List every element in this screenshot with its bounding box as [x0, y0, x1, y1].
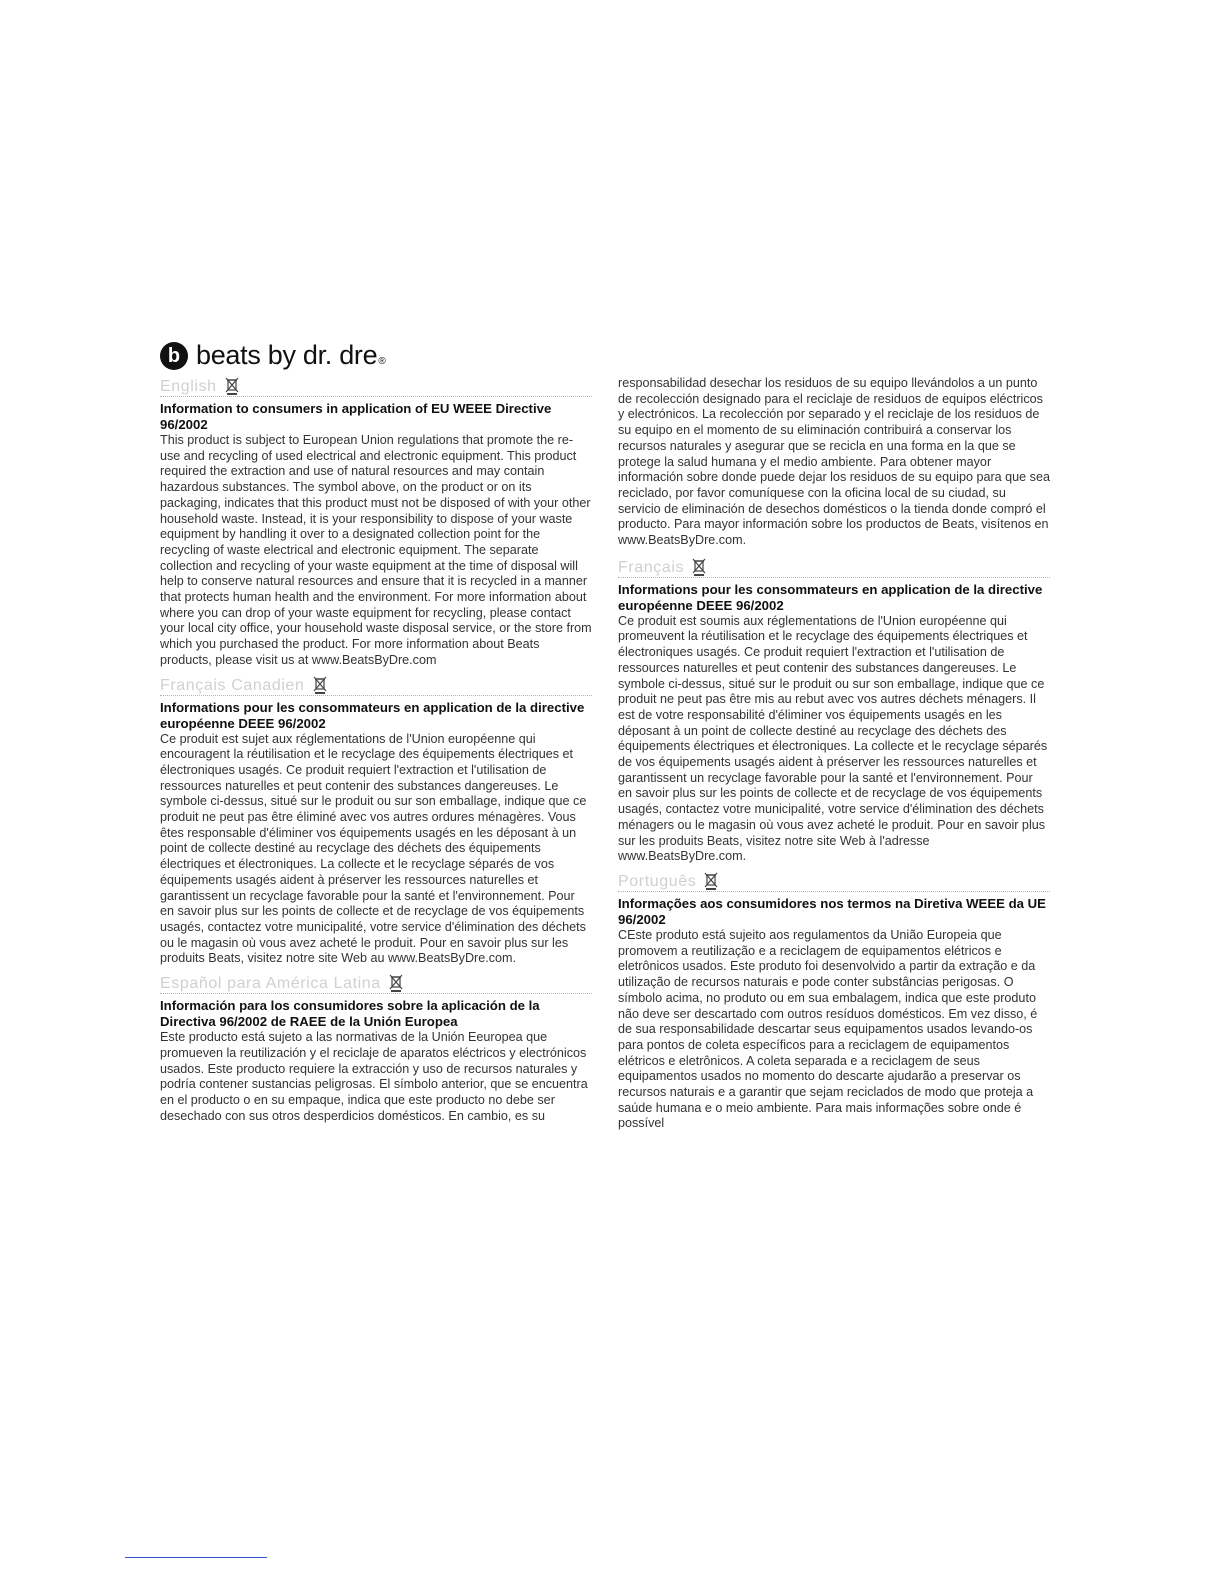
- right-column: [618, 376, 1050, 1138]
- language-heading: [618, 557, 1050, 578]
- beats-logo-icon: b: [160, 342, 188, 370]
- brand-name: beats by dr. dre®: [196, 340, 386, 370]
- crossed-out-wheelie-bin-icon: [704, 872, 718, 890]
- crossed-out-wheelie-bin-icon: [692, 558, 706, 576]
- language-name: English: [160, 378, 217, 395]
- section-francais-canadien: [160, 675, 592, 968]
- language-name: Français: [618, 558, 685, 576]
- section-body: Este producto está sujeto a las normativas de la Unión Eeuropea que promueven la reutilización y el reciclaje de aparatos eléctricos y electrónicos usados. Este producto requiere la extracción y uso de recursos naturales y podría contener sustancias peligrosas. El símbolo anterior, que se encuentra en el producto o en su empaque, indica que este producto no debe ser desechado con sus otros desperdicios domésticos. En cambio, es su: [160, 1030, 588, 1123]
- language-heading: [160, 973, 592, 994]
- section-portugues: [618, 871, 1050, 1132]
- section-espanol-latam: [160, 973, 592, 1124]
- language-heading: [160, 376, 592, 397]
- continued-text: responsabilidad desechar los residuos de su equipo llevándolos a un punto de recolección designado para el reciclaje de residuos de equipos eléctricos y electrónicos. La recolección por separado y el reciclaje de los residuos de su equipo en el momento de su eliminación contribuirá a conservar los recursos naturales y asegurar que se recicla en una forma en la que se protege la salud humana y el medio ambiente. Para obtener mayor información sobre donde puede dejar los residuos de su equipo para que sea reciclado, por favor comuníquese con la oficina local de su ciudad, su servicio de eliminación de desechos domésticos o la tienda donde compró el producto. Para mayor información sobre los productos de Beats, visítenos en www.BeatsByDre.com.: [618, 376, 1050, 548]
- language-name: Français Canadien: [160, 676, 305, 694]
- section-francais: [618, 557, 1050, 865]
- language-heading: [160, 675, 592, 696]
- language-heading: [618, 871, 1050, 892]
- section-body: This product is subject to European Union regulations that promote the re-use and recycling of used electrical and electronic equipment. This product required the extraction and use of natural resources and may contain hazardous substances. The symbol above, on the product or on its packaging, indicates that this product must not be disposed of with your other household waste. Instead, it is your responsibility to dispose of your waste equipment by handling it over to a designated collection point for the recycling of waste electrical and electronic equipment. The separate collection and recycling of your waste equipment at the time of disposal will help to conserve natural resources and ensure that it is recycled in a manner that protects human health and the environment. For more information about where you can drop of your waste equipment for recycling, please contact your local city office, your household waste disposal service, or the store from which you purchased the product. For more information about Beats products, please visit us at www.BeatsByDre.com: [160, 433, 592, 667]
- left-column: [160, 376, 592, 1130]
- crossed-out-wheelie-bin-icon: [225, 377, 239, 395]
- section-title: Información para los consumidores sobre la aplicación de la Directiva 96/2002 de RAEE de la Unión Europea: [160, 998, 540, 1030]
- section-body: Ce produit est soumis aux réglementations de l'Union européenne qui promeuvent la réutilisation et le recyclage des équipements électriques et électroniques usagés. Ce produit requiert l'extraction et l'utilisation de ressources naturelles et peut contenir des substances dangereuses. Le symbole ci-dessus, situé sur le produit ou sur son emballage, indique que ce produit ne peut pas être mis au rebut avec vos autres déchets ménagers. Il est de votre responsabilité d'éliminer vos équipements usagés en les déposant à un point de collecte destiné au recyclage des déchets des équipements électriques et électroniques. La collecte et le recyclage séparés de vos équipements usagés aident à préserver les ressources naturelles et garantissent un recyclage favorable pour la santé et l'environnement. Pour en savoir plus sur les points de collecte et de recyclage de vos équipements usagés, contactez votre municipalité, votre service d'élimination des déchets ménagers ou le magasin où vous avez acheté le produit. Pour en savoir plus sur les produits Beats, visitez notre site Web à l'adresse www.BeatsByDre.com.: [618, 613, 1048, 864]
- brand-logo: [160, 340, 385, 371]
- footer-rule: [125, 1557, 267, 1558]
- section-body: CEste produto está sujeito aos regulamentos da União Europeia que promovem a reutilização e a reciclagem de equipamentos elétricos e eletrônicos usados. Este produto foi desenvolvido a partir da extração e da utilização de recursos naturais e pode conter substâncias perigosas. O símbolo acima, no produto ou em sua embalagem, indica que este produto não deve ser descartado com outros resíduos domésticos. Em vez disso, é de sua responsabilidade descartar seus equipamentos usados levando-os para pontos de coleta específicos para a reciclagem de equipamentos elétricos e eletrônicos. A coleta separada e a reciclagem de seus equipamentos usados no momento do descarte ajudarão a preservar os recursos naturais e a garantir que sejam reciclados de modo que proteja a saúde humana e o meio ambiente. Para mais informações sobre onde é possível: [618, 927, 1038, 1131]
- section-title: Informações aos consumidores nos termos na Diretiva WEEE da UE 96/2002: [618, 895, 1046, 927]
- section-body: Ce produit est sujet aux réglementations de l'Union européenne qui encouragent la réutilisation et le recyclage des équipements électriques et électroniques usagés. Ce produit requiert l'extraction et l'utilisation de ressources naturelles et peut contenir des substances dangereuses. Le symbole ci-dessus, situé sur le produit ou sur son emballage, indique que ce produit ne peut pas être éliminé avec vos autres ordures ménagères. Vous êtes responsable d'éliminer vos équipements usagés en les déposant à un point de collecte destiné au recyclage des déchets des équipements électriques et électroniques. La collecte et le recyclage séparés de vos équipements usagés aident à préserver les ressources naturelles et garantissent un recyclage favorable pour la santé et l'environnement. Pour en savoir plus sur les points de collecte et de recyclage de vos équipements usagés, contactez votre municipalité, votre service d'élimination des déchets ou le magasin où vous avez acheté le produit. Pour en savoir plus sur les produits Beats, visitez notre site Web au www.BeatsByDre.com.: [160, 731, 587, 966]
- section-english: [160, 376, 592, 669]
- section-title: Informations pour les consommateurs en application de la directive européenne DEEE 96/2002: [160, 699, 585, 731]
- section-title: Informations pour les consommateurs en application de la directive européenne DEEE 96/2002: [618, 581, 1043, 613]
- crossed-out-wheelie-bin-icon: [313, 676, 327, 694]
- language-name: Español para América Latina: [160, 975, 381, 993]
- section-title: Information to consumers in application of EU WEEE Directive 96/2002: [160, 401, 552, 432]
- crossed-out-wheelie-bin-icon: [389, 974, 403, 992]
- language-name: Português: [618, 872, 697, 890]
